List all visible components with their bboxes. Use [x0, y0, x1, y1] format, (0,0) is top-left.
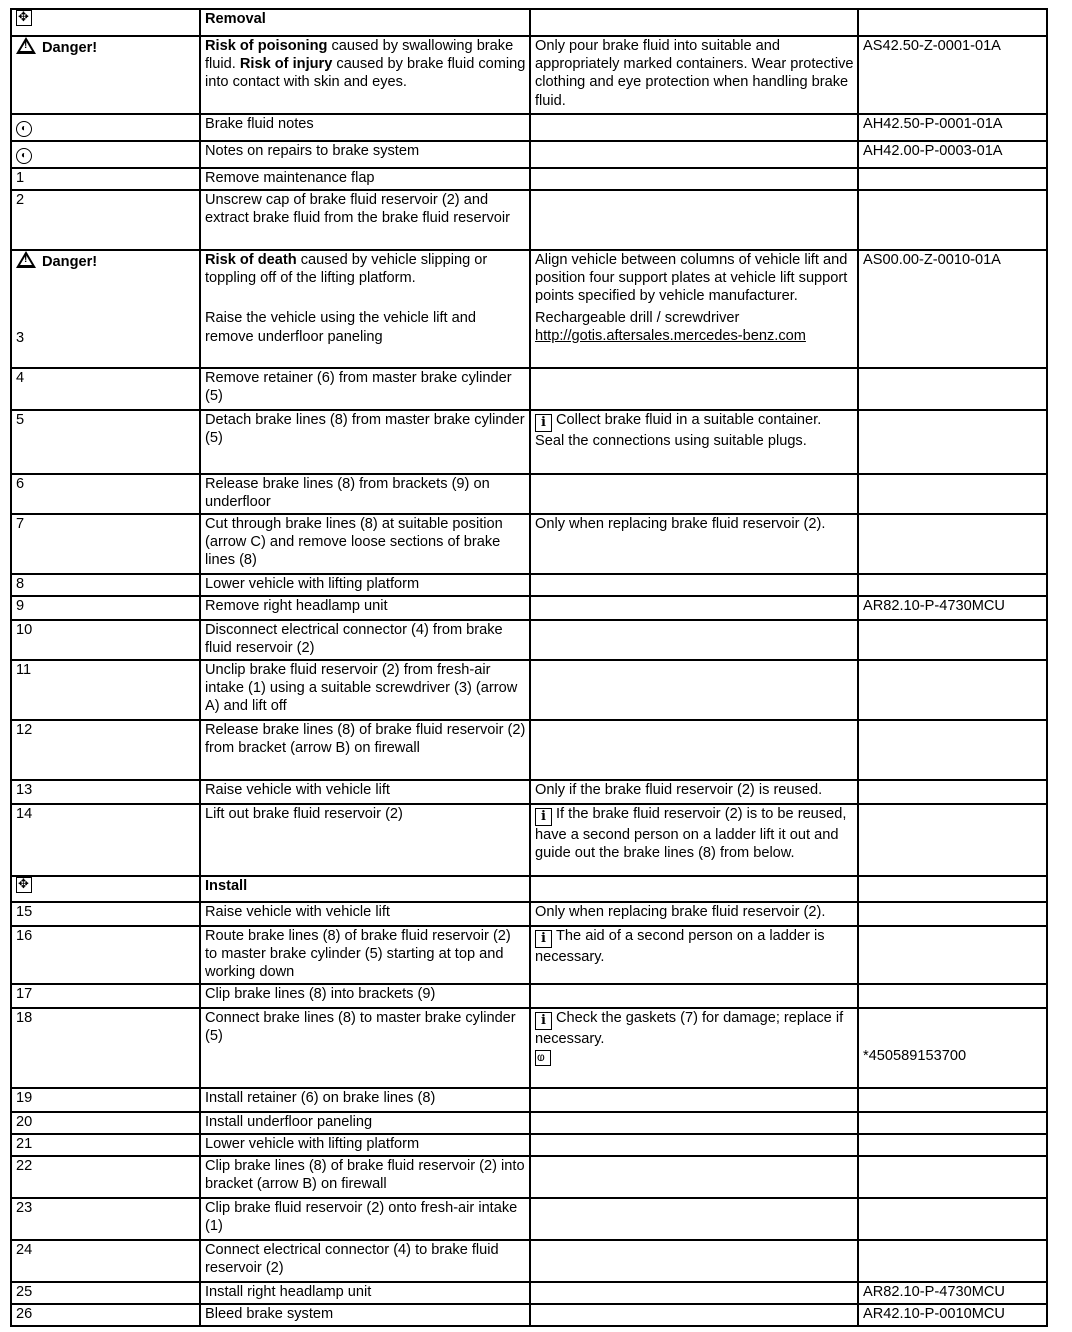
note-cell [530, 474, 858, 514]
reference-code: AR42.10-P-0010MCU [863, 1306, 1005, 1322]
table-row [11, 474, 1047, 514]
step-number: 20 [16, 1114, 33, 1130]
action-cell [200, 780, 530, 804]
action-cell [200, 984, 530, 1008]
note-cell [530, 141, 858, 168]
step-cell [11, 190, 200, 250]
step-number: 23 [16, 1200, 33, 1216]
action-text: Lower vehicle with lifting platform [205, 1136, 420, 1152]
step-cell [11, 474, 200, 514]
reference-cell [858, 1156, 1047, 1198]
reference-cell [858, 1240, 1047, 1282]
note-cell [530, 168, 858, 190]
table-row [11, 250, 1047, 368]
note-cell [530, 804, 858, 876]
action-cell [200, 1282, 530, 1304]
step-number: 12 [16, 722, 33, 738]
reference-cell [858, 984, 1047, 1008]
table-row [11, 876, 1047, 902]
note-text: Only pour brake fluid into suitable and appropriately marked containers. Wear protective clothing and eye protection when handling brake fluid. [535, 38, 854, 109]
action-text: Raise the vehicle using the vehicle lift and remove underfloor paneling [205, 310, 476, 345]
step-number: 26 [16, 1306, 33, 1322]
step-cell [11, 1304, 200, 1326]
action-cell [200, 902, 530, 926]
reference-cell [858, 9, 1047, 36]
step-cell [11, 876, 200, 902]
step-cell [11, 9, 200, 36]
action-cell [200, 804, 530, 876]
table-row [11, 1134, 1047, 1156]
reference-cell [858, 368, 1047, 410]
table-row [11, 1282, 1047, 1304]
table-row [11, 574, 1047, 596]
reference-cell [858, 1134, 1047, 1156]
note-cell [530, 514, 858, 574]
gear-icon [16, 877, 32, 893]
note-cell [530, 1088, 858, 1112]
reference-code: AH42.00-P-0003-01A [863, 143, 1003, 159]
note-icon: ◐ [16, 148, 32, 164]
action-cell [200, 368, 530, 410]
action-text: Disconnect electrical connector (4) from brake fluid reservoir (2) [205, 622, 503, 657]
note-text: The aid of a second person on a ladder is necessary. [535, 928, 825, 965]
step-cell [11, 720, 200, 780]
info-icon: i [535, 808, 552, 826]
reference-cell [858, 36, 1047, 114]
action-cell [200, 876, 530, 902]
table-row [11, 514, 1047, 574]
danger-label: Danger! [42, 40, 98, 56]
note-icon: ◐ [16, 121, 32, 137]
action-text: Release brake lines (8) of brake fluid reservoir (2) from bracket (arrow B) on firewall [205, 722, 526, 757]
action-cell [200, 1134, 530, 1156]
reference-cell [858, 902, 1047, 926]
procedure-table-body [11, 9, 1047, 1326]
reference-cell [858, 410, 1047, 474]
action-cell [200, 1156, 530, 1198]
action-cell [200, 1112, 530, 1134]
step-cell [11, 926, 200, 984]
table-row [11, 1240, 1047, 1282]
reference-code: AR82.10-P-4730MCU [863, 598, 1005, 614]
action-text: Detach brake lines (8) from master brake cylinder (5) [205, 412, 525, 447]
action-text: Lower vehicle with lifting platform [205, 576, 420, 592]
warning-icon [16, 37, 36, 54]
section-heading: Removal [205, 11, 266, 27]
step-number: 4 [16, 370, 25, 386]
reference-code: AS00.00-Z-0010-01A [863, 252, 1001, 268]
warning-icon [16, 251, 36, 268]
step-cell [11, 514, 200, 574]
step-number: 7 [16, 516, 25, 532]
action-text: Install right headlamp unit [205, 1284, 372, 1300]
note-cell [530, 620, 858, 660]
danger-description: caused by swallowing brake fluid. [205, 38, 514, 73]
action-cell [200, 1198, 530, 1240]
reference-cell [858, 141, 1047, 168]
action-text: Release brake lines (8) from brackets (9) on underfloor [205, 476, 490, 511]
info-icon: i [535, 414, 552, 432]
action-text: Clip brake lines (8) of brake fluid reservoir (2) into bracket (arrow B) on firewall [205, 1158, 525, 1193]
action-text: Clip brake fluid reservoir (2) onto fresh-air intake (1) [205, 1200, 518, 1235]
action-cell [200, 1304, 530, 1326]
action-cell [200, 574, 530, 596]
action-text: Unclip brake fluid reservoir (2) from fresh-air intake (1) using a suitable screwdriver (3) (arrow A) and lift off [205, 662, 518, 715]
reference-cell [858, 1112, 1047, 1134]
action-cell [200, 190, 530, 250]
gotis-link[interactable]: http://gotis.aftersales.mercedes-benz.com [535, 327, 806, 344]
step-cell [11, 1198, 200, 1240]
action-cell [200, 168, 530, 190]
reference-cell [858, 1088, 1047, 1112]
action-cell [200, 114, 530, 141]
action-cell [200, 926, 530, 984]
reference-cell [858, 168, 1047, 190]
note-cell [530, 1134, 858, 1156]
reference-cell [858, 474, 1047, 514]
table-row [11, 168, 1047, 190]
table-row [11, 926, 1047, 984]
note-cell [530, 780, 858, 804]
table-row [11, 1112, 1047, 1134]
step-cell [11, 1088, 200, 1112]
note-cell [530, 984, 858, 1008]
table-row [11, 9, 1047, 36]
table-row [11, 1156, 1047, 1198]
note-cell [530, 1112, 858, 1134]
table-row [11, 902, 1047, 926]
step-number: 2 [16, 192, 25, 208]
danger-description: caused by vehicle slipping or toppling off of the lifting platform. [205, 252, 488, 287]
note-cell [530, 596, 858, 620]
danger-description: caused by brake fluid coming into contact with skin and eyes. [205, 56, 526, 91]
step-cell [11, 410, 200, 474]
danger-risk-text: Risk of poisoning [205, 38, 328, 54]
reference-code: *450589153700 [863, 1048, 967, 1064]
step-cell [11, 660, 200, 720]
action-text: Raise vehicle with vehicle lift [205, 782, 390, 798]
action-text: Remove right headlamp unit [205, 598, 388, 614]
reference-cell [858, 1008, 1047, 1088]
action-text: Brake fluid notes [205, 116, 314, 132]
step-cell [11, 114, 200, 141]
reference-cell [858, 780, 1047, 804]
table-row [11, 804, 1047, 876]
table-row [11, 1088, 1047, 1112]
action-text: Connect electrical connector (4) to brake fluid reservoir (2) [205, 1242, 499, 1277]
note-cell [530, 876, 858, 902]
reference-code: AS42.50-Z-0001-01A [863, 38, 1001, 54]
table-row [11, 720, 1047, 780]
step-number: 22 [16, 1158, 33, 1174]
reference-cell [858, 596, 1047, 620]
step-number: 17 [16, 986, 33, 1002]
step-number: 18 [16, 1010, 33, 1026]
step-cell [11, 168, 200, 190]
table-row [11, 36, 1047, 114]
table-row [11, 1304, 1047, 1326]
action-text: Cut through brake lines (8) at suitable position (arrow C) and remove loose sections of brake lines (8) [205, 516, 503, 569]
tool-text: Rechargeable drill / screwdriver [535, 309, 740, 326]
action-text: Raise vehicle with vehicle lift [205, 904, 390, 920]
step-number: 6 [16, 476, 25, 492]
action-cell [200, 410, 530, 474]
step-number: 25 [16, 1284, 33, 1300]
table-row [11, 596, 1047, 620]
step-number: 8 [16, 576, 25, 592]
special-tool-icon [535, 1050, 551, 1066]
step-number: 1 [16, 170, 25, 186]
danger-label: Danger! [42, 254, 98, 270]
action-cell [200, 474, 530, 514]
table-row [11, 410, 1047, 474]
action-cell [200, 1088, 530, 1112]
note-text: Only when replacing brake fluid reservoir (2). [535, 904, 826, 920]
table-row [11, 1198, 1047, 1240]
action-text: Remove maintenance flap [205, 170, 375, 186]
note-cell [530, 250, 858, 368]
step-cell [11, 780, 200, 804]
action-text: Install underfloor paneling [205, 1114, 373, 1130]
step-cell [11, 620, 200, 660]
step-number: 15 [16, 904, 33, 920]
note-text: If the brake fluid reservoir (2) is to be reused, have a second person on a ladder lift it out and guide out the brake lines (8) from below. [535, 806, 847, 862]
reference-cell [858, 1282, 1047, 1304]
reference-cell [858, 114, 1047, 141]
action-text: Lift out brake fluid reservoir (2) [205, 806, 403, 822]
action-text: Route brake lines (8) of brake fluid reservoir (2) to master brake cylinder (5) starting at top and working down [205, 928, 511, 981]
note-cell [530, 114, 858, 141]
step-number: 9 [16, 598, 25, 614]
step-number: 16 [16, 928, 33, 944]
table-row [11, 984, 1047, 1008]
reference-cell [858, 514, 1047, 574]
table-row [11, 1008, 1047, 1088]
note-text: Collect brake fluid in a suitable container. Seal the connections using suitable plugs. [535, 412, 822, 449]
action-cell [200, 9, 530, 36]
action-cell [200, 660, 530, 720]
note-text: Align vehicle between columns of vehicle lift and position four support plates at vehicle lift support points specified by vehicle manufacturer. [535, 252, 848, 305]
step-cell [11, 36, 200, 114]
step-number: 10 [16, 622, 33, 638]
action-cell [200, 596, 530, 620]
note-text: Only if the brake fluid reservoir (2) is reused. [535, 782, 823, 798]
action-cell [200, 720, 530, 780]
step-cell [11, 984, 200, 1008]
action-cell [200, 514, 530, 574]
action-text: Connect brake lines (8) to master brake cylinder (5) [205, 1010, 516, 1045]
action-text: Remove retainer (6) from master brake cylinder (5) [205, 370, 512, 405]
note-cell [530, 1304, 858, 1326]
action-cell [200, 1008, 530, 1088]
step-number: 24 [16, 1242, 33, 1258]
reference-code: AR82.10-P-4730MCU [863, 1284, 1005, 1300]
note-cell [530, 9, 858, 36]
step-cell [11, 1282, 200, 1304]
action-text: Clip brake lines (8) into brackets (9) [205, 986, 436, 1002]
step-cell [11, 1112, 200, 1134]
note-cell [530, 1240, 858, 1282]
step-cell [11, 574, 200, 596]
note-cell [530, 190, 858, 250]
step-cell [11, 368, 200, 410]
note-cell [530, 368, 858, 410]
note-cell [530, 36, 858, 114]
step-cell [11, 250, 200, 368]
action-cell [200, 36, 530, 114]
action-text: Unscrew cap of brake fluid reservoir (2) and extract brake fluid from the brake fluid reservoir [205, 192, 510, 227]
note-cell [530, 720, 858, 780]
action-text: Install retainer (6) on brake lines (8) [205, 1090, 436, 1106]
step-cell [11, 1240, 200, 1282]
table-row [11, 141, 1047, 168]
reference-cell [858, 250, 1047, 368]
step-number: 11 [16, 662, 32, 678]
reference-cell [858, 620, 1047, 660]
gear-icon [16, 10, 32, 26]
note-cell [530, 1008, 858, 1088]
step-number: 3 [16, 330, 25, 347]
info-icon: i [535, 930, 552, 948]
note-cell [530, 1282, 858, 1304]
reference-cell [858, 720, 1047, 780]
reference-cell [858, 876, 1047, 902]
reference-cell [858, 804, 1047, 876]
table-row [11, 660, 1047, 720]
note-text: Only when replacing brake fluid reservoir (2). [535, 516, 826, 532]
step-cell [11, 596, 200, 620]
step-cell [11, 1008, 200, 1088]
table-row [11, 780, 1047, 804]
table-row [11, 368, 1047, 410]
note-text: Check the gaskets (7) for damage; replace if necessary. [535, 1010, 844, 1047]
reference-cell [858, 574, 1047, 596]
section-heading: Install [205, 878, 248, 894]
note-cell [530, 574, 858, 596]
reference-cell [858, 660, 1047, 720]
action-cell [200, 141, 530, 168]
step-cell [11, 141, 200, 168]
action-cell [200, 1240, 530, 1282]
note-cell [530, 410, 858, 474]
step-number: 19 [16, 1090, 33, 1106]
note-cell [530, 1156, 858, 1198]
reference-cell [858, 190, 1047, 250]
note-cell [530, 660, 858, 720]
action-text: Bleed brake system [205, 1306, 334, 1322]
step-cell [11, 1134, 200, 1156]
reference-cell [858, 1198, 1047, 1240]
note-cell [530, 1198, 858, 1240]
action-cell [200, 250, 530, 368]
info-icon: i [535, 1012, 552, 1030]
step-cell [11, 1156, 200, 1198]
step-number: 5 [16, 412, 25, 428]
action-text: Notes on repairs to brake system [205, 143, 420, 159]
step-cell [11, 902, 200, 926]
note-cell [530, 902, 858, 926]
procedure-table [10, 8, 1048, 1327]
step-number: 14 [16, 806, 33, 822]
table-row [11, 190, 1047, 250]
danger-risk-text: Risk of injury [239, 56, 333, 73]
reference-code: AH42.50-P-0001-01A [863, 116, 1003, 132]
table-row [11, 114, 1047, 141]
reference-cell [858, 1304, 1047, 1326]
step-cell [11, 804, 200, 876]
danger-risk-text: Risk of death [205, 252, 297, 268]
table-row [11, 620, 1047, 660]
note-cell [530, 926, 858, 984]
reference-cell [858, 926, 1047, 984]
step-number: 21 [16, 1136, 33, 1152]
step-number: 13 [16, 782, 33, 798]
action-cell [200, 620, 530, 660]
